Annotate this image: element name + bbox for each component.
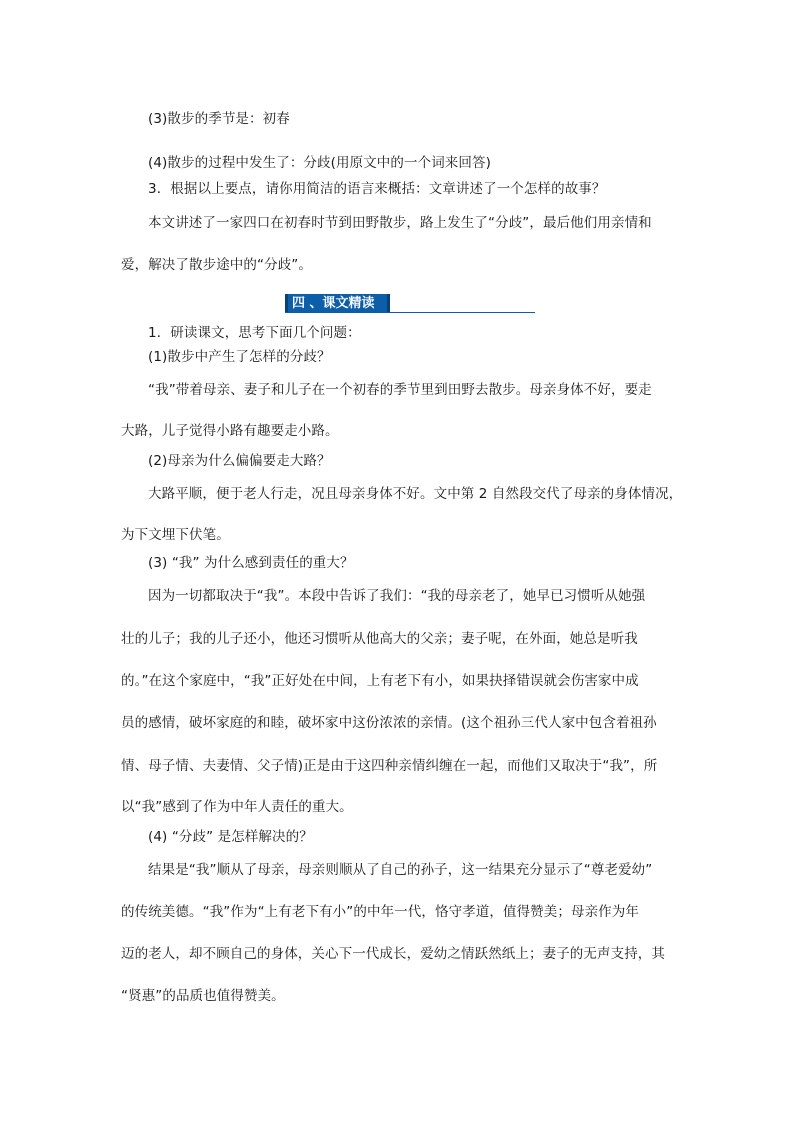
question-2: (2)母亲为什么偏偏要走大路？	[148, 453, 331, 469]
answer-1-line-2: 大路，儿子觉得小路有趣要走小路。	[121, 423, 339, 439]
section-title-bar	[387, 294, 390, 313]
section-title: 四 、课文精读	[285, 294, 387, 313]
task-1: 1．研读课文，思考下面几个问题：	[148, 325, 361, 341]
question-1: (1)散步中产生了怎样的分歧？	[148, 349, 331, 365]
answer-4-line-4: “贤惠”的品质也值得赞美。	[121, 988, 285, 1004]
answer-3b-line-6: 以“我”感到了作为中年人责任的重大。	[121, 799, 353, 815]
answer-4-line-2: 的传统美德。“我”作为“上有老下有小”的中年一代，恪守孝道，值得赞美；母亲作为年	[121, 904, 639, 920]
answer-3b-line-4: 员的感情，破坏家庭的和睦，破坏家中这份浓浓的亲情。(这个祖孙三代人家中包含着祖孙	[121, 715, 657, 731]
answer-3b-line-1: 因为一切都取决于“我”。本段中告诉了我们：“我的母亲老了，她早已习惯听从她强	[148, 588, 646, 604]
answer-3b-line-2: 壮的儿子；我的儿子还小，他还习惯听从他高大的父亲；妻子呢，在外面，她总是听我	[121, 631, 638, 647]
question-3: 3．根据以上要点，请你用简洁的语言来概括：文章讲述了一个怎样的故事？	[148, 181, 606, 197]
answer-season: (3)散步的季节是：初春	[148, 111, 290, 127]
answer-3-line-2: 爱，解决了散步途中的“分歧”。	[121, 257, 312, 273]
answer-1-line-1: “我”带着母亲、妻子和儿子在一个初春的季节里到田野去散步。母亲身体不好，要走	[148, 382, 652, 398]
question-4: (4) “分歧” 是怎样解决的？	[148, 829, 313, 845]
answer-2-line-2: 为下文埋下伏笔。	[121, 527, 230, 543]
answer-3-line-1: 本文讲述了一家四口在初春时节到田野散步，路上发生了“分歧”，最后他们用亲情和	[148, 215, 652, 231]
answer-4-line-1: 结果是“我”顺从了母亲，母亲则顺从了自己的孙子，这一结果充分显示了“尊老爱幼”	[148, 862, 653, 878]
question-3b: (3) “我” 为什么感到责任的重大？	[148, 555, 354, 571]
answer-3b-line-3: 的。”在这个家庭中，“我”正好处在中间，上有老下有小，如果抉择错误就会伤害家中成	[121, 673, 639, 689]
answer-2-line-1: 大路平顺，便于老人行走，况且母亲身体不好。文中第 2 自然段交代了母亲的身体情况，	[148, 486, 683, 502]
answer-3b-line-5: 情、母子情、夫妻情、父子情)正是由于这四种亲情纠缠在一起，而他们又取决于“我”，所	[121, 758, 658, 774]
section-underline	[285, 312, 535, 313]
answer-event: (4)散步的过程中发生了：分歧(用原文中的一个词来回答)	[148, 155, 491, 171]
answer-4-line-3: 迈的老人，却不顾自己的身体，关心下一代成长，爱幼之情跃然纸上；妻子的无声支持，其	[121, 946, 665, 962]
section-header	[285, 294, 535, 314]
